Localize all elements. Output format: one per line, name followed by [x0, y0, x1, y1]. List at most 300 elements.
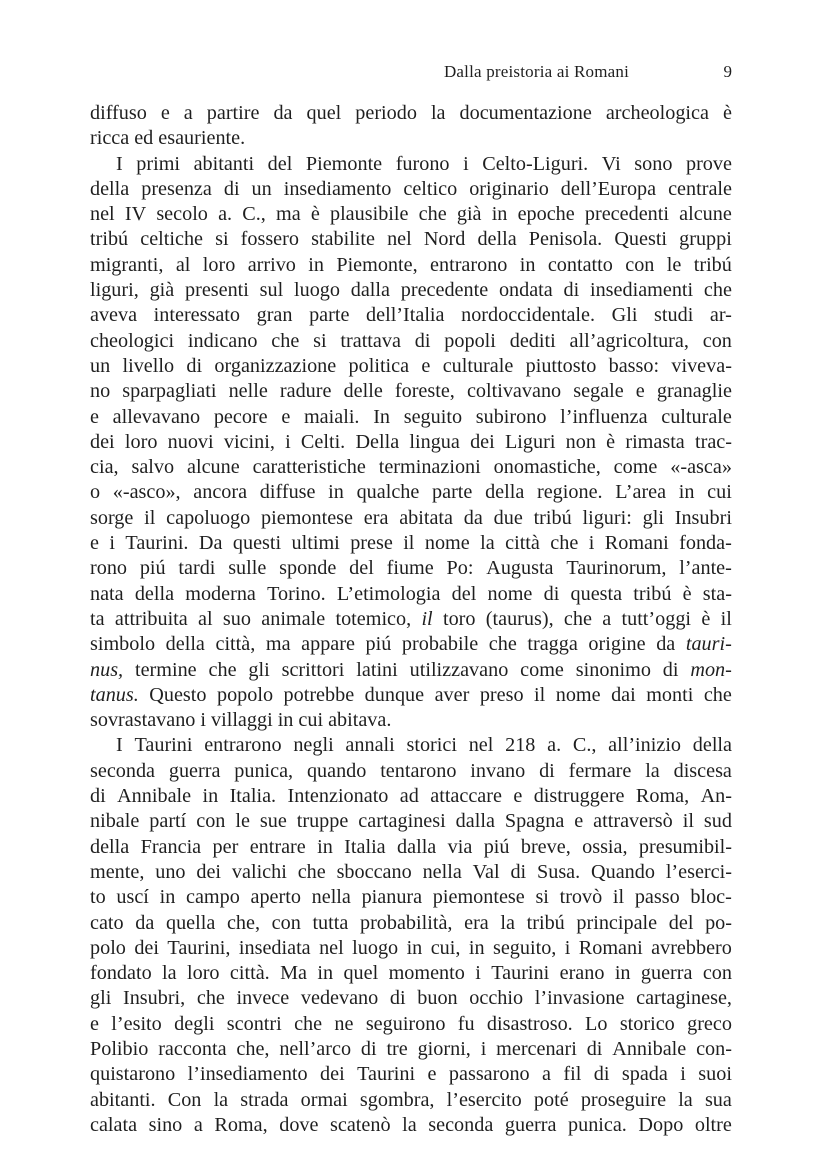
text-line	[90, 556, 732, 581]
word: Vi	[601, 152, 621, 175]
word: aperto	[250, 886, 301, 909]
word: appare	[301, 633, 355, 656]
word: Con	[167, 1088, 202, 1111]
word: Insubri	[674, 506, 732, 529]
word: politica	[348, 354, 410, 377]
word: luogo	[294, 279, 340, 302]
word: a	[193, 1113, 203, 1136]
word: quando	[306, 759, 367, 782]
word: sovrastavano	[90, 709, 196, 732]
word: guerra	[640, 962, 693, 985]
word: proseguire	[580, 1088, 667, 1111]
text-line	[90, 227, 732, 252]
word: tre	[386, 1037, 408, 1060]
word: nel	[90, 203, 115, 226]
word: nordoccidentale.	[461, 304, 596, 327]
word: città	[505, 532, 540, 555]
word: ta	[90, 607, 105, 630]
word: loro	[187, 962, 220, 985]
word: di	[90, 785, 106, 808]
word: suo	[222, 607, 251, 630]
word: Italia.	[229, 785, 277, 808]
word: Spagna	[504, 810, 565, 833]
word: che	[297, 860, 326, 883]
word: «-asca»	[670, 456, 732, 479]
word: ma	[265, 633, 291, 656]
word: secolo	[156, 203, 208, 226]
word: che	[294, 1012, 323, 1035]
word: fil	[563, 1063, 582, 1086]
word: luogo	[352, 936, 399, 959]
word: allevavano	[112, 405, 201, 428]
word: simbolo	[90, 633, 156, 656]
word: regione.	[537, 481, 603, 504]
word: terminazioni	[378, 456, 481, 479]
word: dediti	[509, 329, 556, 352]
text-line	[90, 253, 732, 278]
word: si	[535, 886, 549, 909]
word: che	[703, 279, 732, 302]
word: dei	[134, 936, 159, 959]
word: trovò	[559, 886, 603, 909]
word: di	[662, 658, 679, 681]
word: nelle	[228, 380, 268, 403]
word: tutt’oggi	[621, 607, 692, 630]
word: cui,	[430, 936, 461, 959]
word: preso	[479, 683, 524, 706]
word: l’esercito	[446, 1088, 522, 1111]
word: è	[310, 203, 320, 226]
word: nel	[468, 734, 494, 757]
word: interessato	[153, 304, 241, 327]
word: Nord	[423, 228, 466, 251]
word: in	[328, 481, 344, 504]
word: loro	[202, 253, 236, 276]
text-line	[90, 911, 732, 936]
text-line	[90, 835, 732, 860]
word: non	[565, 430, 596, 453]
word: Taurini	[357, 1063, 416, 1086]
word: oltre	[694, 1113, 732, 1136]
word: cui	[298, 709, 324, 732]
word: abitata	[399, 506, 454, 529]
word: sul	[259, 279, 284, 302]
italic-word: mon-	[690, 658, 732, 681]
word: e	[513, 785, 523, 808]
word: tribú	[526, 911, 565, 934]
word: uno	[155, 860, 186, 883]
word: vicini,	[223, 430, 275, 453]
word: degli	[174, 1012, 215, 1035]
word: aver	[434, 683, 470, 706]
word: a	[542, 1063, 552, 1086]
word: in	[491, 203, 508, 226]
word: di	[586, 1037, 603, 1060]
word: discesa	[673, 759, 732, 782]
word: gli	[90, 987, 112, 1010]
word: dalla	[397, 835, 437, 858]
text-line	[90, 531, 732, 556]
word: che	[196, 987, 225, 1010]
word: Susa.	[537, 860, 581, 883]
text-line	[90, 759, 732, 784]
word: celtiche	[140, 228, 203, 251]
text-line	[90, 329, 732, 354]
word: con	[271, 911, 301, 934]
word: occhio	[469, 987, 524, 1010]
word: to	[90, 886, 106, 909]
word: sono	[634, 152, 673, 175]
word: attribuita	[114, 607, 188, 630]
word: precedente	[400, 279, 489, 302]
word: da	[463, 506, 483, 529]
text-line	[90, 809, 732, 834]
word: campo	[186, 886, 240, 909]
word: è	[606, 430, 616, 453]
word: nata	[90, 582, 124, 605]
word: invece	[236, 987, 290, 1010]
word: l’influenza	[560, 405, 648, 428]
word: in	[317, 835, 333, 858]
word: popoli	[444, 329, 496, 352]
word: sgombra,	[359, 1088, 435, 1111]
word: è	[701, 607, 711, 630]
word: greco	[687, 1012, 732, 1035]
word: l’invasione	[534, 987, 625, 1010]
word: della	[485, 481, 525, 504]
word: valichi	[231, 860, 287, 883]
word: Roma,	[214, 1113, 268, 1136]
text-line	[90, 303, 732, 328]
word: Lo	[585, 1012, 608, 1035]
word: con	[702, 329, 732, 352]
word: ma	[276, 203, 301, 226]
word: il	[682, 810, 694, 833]
text-line	[90, 202, 732, 227]
word: sud	[703, 810, 732, 833]
word: e	[90, 1012, 99, 1035]
word: da	[656, 633, 676, 656]
word: di	[414, 329, 431, 352]
word: era	[363, 506, 389, 529]
word: presumibil-	[638, 835, 732, 858]
word: di	[510, 860, 527, 883]
word: villaggi	[211, 709, 273, 732]
word: e	[90, 405, 99, 428]
word: moderna	[185, 582, 256, 605]
word: organizzazione	[214, 354, 337, 377]
word: vedevano	[300, 987, 379, 1010]
word: da	[273, 102, 293, 124]
word: e	[90, 532, 99, 555]
word: radure	[279, 380, 332, 403]
word: Da	[198, 532, 223, 555]
word: Celti.	[300, 430, 346, 453]
word: o	[90, 481, 101, 504]
text-line	[90, 1088, 732, 1113]
word: nel	[319, 936, 344, 959]
word: probabile	[401, 633, 479, 656]
word: per	[212, 835, 239, 858]
word: via	[447, 835, 473, 858]
word: che	[550, 532, 579, 555]
word: il	[612, 886, 625, 909]
word: di	[539, 759, 555, 782]
word: C.,	[242, 203, 266, 226]
word: dei	[470, 430, 495, 453]
word: rono	[90, 557, 128, 580]
word: abitanti.	[90, 1088, 156, 1111]
word: termine	[134, 658, 197, 681]
word: sparpagliati	[122, 380, 217, 403]
italic-word: nus,	[90, 658, 124, 681]
word: insediata	[238, 936, 311, 959]
word: il	[720, 607, 732, 630]
word: ondata	[498, 279, 553, 302]
word: sponde	[279, 557, 337, 580]
word: potrebbe	[283, 683, 355, 706]
word: migranti,	[90, 253, 164, 276]
word: foreste,	[394, 380, 455, 403]
word: a.	[218, 203, 233, 226]
word: di	[563, 279, 580, 302]
word: dell’Europa	[560, 177, 657, 200]
text-line	[90, 1062, 732, 1087]
word: scrittori	[281, 658, 345, 681]
word: tragga	[527, 633, 578, 656]
word: dove	[279, 1113, 319, 1136]
word: con-	[696, 1037, 732, 1060]
word: il	[144, 506, 156, 529]
word: dei	[196, 860, 222, 883]
word: cartaginese,	[636, 987, 732, 1010]
word: prove	[685, 152, 732, 175]
word: fiume	[386, 557, 434, 580]
word: della	[90, 835, 130, 858]
word: originario	[469, 177, 549, 200]
word: seguito,	[492, 936, 557, 959]
word: sulle	[228, 557, 267, 580]
word: dai	[611, 683, 636, 706]
word: due	[493, 506, 523, 529]
word: documentazione	[459, 102, 592, 124]
word: che	[208, 658, 237, 681]
word: del	[349, 557, 374, 580]
word: Annibale	[612, 1037, 687, 1060]
word: prese	[350, 532, 393, 555]
word: si	[313, 329, 327, 352]
word: un	[90, 354, 111, 377]
word: momento	[388, 962, 465, 985]
word: di	[360, 1037, 377, 1060]
word: presenza	[141, 177, 212, 200]
word: cui	[707, 481, 732, 504]
word: che	[418, 203, 447, 226]
word: la	[213, 1088, 229, 1111]
word: le	[666, 253, 682, 276]
word: ancora	[193, 481, 248, 504]
word: studi	[654, 304, 694, 327]
word: al	[198, 607, 213, 630]
text-line	[90, 455, 732, 480]
word: Italia	[344, 835, 386, 858]
word: sinonimo	[575, 658, 651, 681]
word: della	[134, 582, 175, 605]
word: della	[90, 177, 130, 200]
word: furono	[395, 152, 450, 175]
word: Annibale	[117, 785, 192, 808]
word: guerra	[504, 1113, 557, 1136]
word: la	[678, 1088, 693, 1111]
word: po-	[705, 911, 732, 934]
word: partí	[149, 810, 187, 833]
text-line	[90, 354, 732, 379]
word: città.	[229, 962, 270, 985]
word: subirono	[475, 405, 547, 428]
word: di	[593, 1063, 610, 1086]
word: spada	[621, 1063, 668, 1086]
word: tentarono	[380, 759, 457, 782]
word: maiali.	[303, 405, 360, 428]
word: piú	[483, 835, 510, 858]
word: era	[464, 911, 489, 934]
word: quel	[306, 102, 342, 124]
word: quella	[165, 911, 216, 934]
word: Quando	[591, 860, 655, 883]
word: fermare	[568, 759, 632, 782]
word: punica,	[234, 759, 294, 782]
word: piemontese	[261, 506, 353, 529]
word: animale	[261, 607, 326, 630]
word: pecore	[213, 405, 268, 428]
word: culturale	[661, 405, 732, 428]
word: scontri	[226, 1012, 282, 1035]
word: che	[563, 607, 592, 630]
text-line	[90, 126, 732, 151]
word: nome	[424, 532, 470, 555]
word: che	[488, 633, 517, 656]
word: Ma	[280, 962, 307, 985]
word: e	[574, 810, 584, 833]
word: calata	[90, 1113, 138, 1136]
word: con	[196, 810, 226, 833]
word: toro	[442, 607, 476, 630]
text-line	[90, 1037, 732, 1062]
word: abitava.	[328, 709, 392, 732]
word: in	[406, 936, 423, 959]
word: dell’Italia	[366, 304, 445, 327]
word: archeologica	[605, 102, 709, 124]
word: Romani	[604, 532, 669, 555]
word: piú	[365, 633, 392, 656]
word: città,	[215, 633, 256, 656]
word: Po:	[446, 557, 474, 580]
word: erano	[559, 962, 605, 985]
word: alcune	[187, 456, 240, 479]
word: storici	[406, 734, 457, 757]
running-title: Dalla preistoria ai Romani	[443, 62, 629, 81]
word: precedenti	[584, 203, 669, 226]
word: Celto-Liguri.	[482, 152, 589, 175]
page-number: 9	[723, 62, 732, 81]
word: parte	[309, 304, 350, 327]
word: celtico	[403, 177, 458, 200]
word: negli	[293, 734, 334, 757]
word: breve,	[520, 835, 571, 858]
word: e	[635, 380, 645, 403]
word: buon	[417, 987, 458, 1010]
word: dei	[320, 1063, 345, 1086]
word: l’esito	[111, 1012, 162, 1035]
word: loro	[124, 430, 158, 453]
word: come	[613, 456, 658, 479]
word: del	[668, 911, 694, 934]
word: questi	[232, 532, 282, 555]
word: strada	[240, 1088, 289, 1111]
text-line	[90, 1113, 732, 1138]
word: in	[277, 709, 294, 732]
word: sino	[148, 1113, 183, 1136]
word: ormai	[300, 1088, 348, 1111]
word: sta-	[702, 582, 732, 605]
word: i	[680, 1063, 686, 1086]
word: gran	[256, 304, 293, 327]
word: la	[402, 1113, 417, 1136]
word: esauriente.	[158, 127, 246, 150]
word: polo	[90, 936, 126, 959]
text-line	[90, 582, 732, 607]
word: trattava	[340, 329, 401, 352]
text-line	[90, 430, 732, 455]
text-line	[90, 733, 732, 758]
word: nel	[387, 228, 412, 251]
word: pianura	[361, 886, 423, 909]
word: ricca	[90, 127, 130, 150]
word: i	[200, 709, 207, 732]
word: in	[317, 962, 334, 985]
word: popolo	[216, 683, 274, 706]
word: fu	[457, 1012, 475, 1035]
word: cartaginesi	[358, 810, 446, 833]
word: già	[149, 279, 175, 302]
word: giorni,	[417, 1037, 471, 1060]
word: Penisola.	[528, 228, 603, 251]
word: probabilità,	[359, 911, 453, 934]
word: ar-	[709, 304, 732, 327]
word: i	[463, 152, 469, 175]
word: An-	[700, 785, 732, 808]
word: e	[427, 1063, 437, 1086]
word: di	[186, 354, 203, 377]
word: dalla	[455, 810, 495, 833]
text-line	[90, 658, 732, 683]
text-line	[90, 885, 732, 910]
text-line	[90, 177, 732, 202]
word: sboccano	[336, 860, 412, 883]
word: i	[475, 962, 481, 985]
word: avrebbero	[651, 936, 732, 959]
word: i	[588, 532, 595, 555]
word: mercenari	[496, 1037, 577, 1060]
word: i	[564, 936, 571, 959]
word: suoi	[698, 1063, 732, 1086]
word: dei	[90, 430, 115, 453]
word: I	[116, 152, 123, 175]
word: trac-	[694, 430, 732, 453]
text-line	[90, 936, 732, 961]
word: origine	[588, 633, 646, 656]
text-line	[90, 152, 732, 177]
